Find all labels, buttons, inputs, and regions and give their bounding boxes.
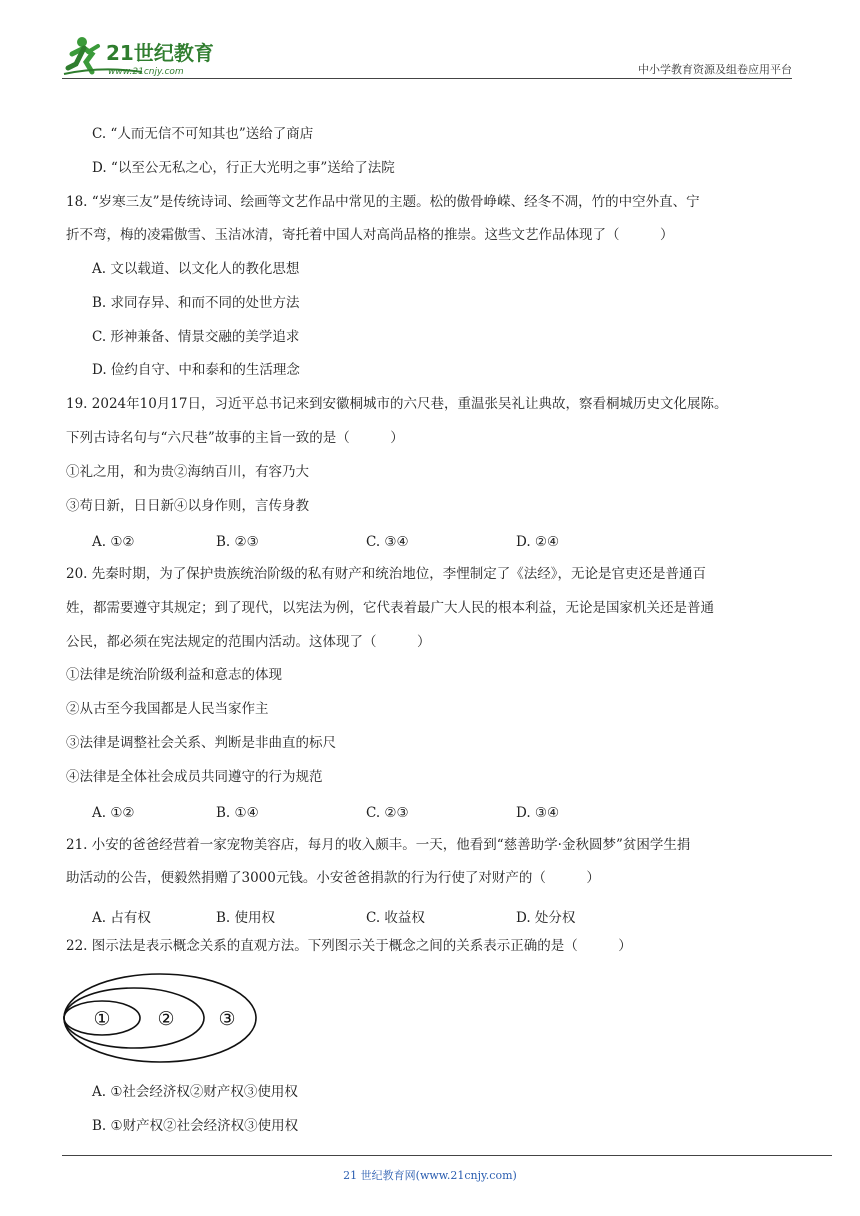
q20-statement-3: ③法律是调整社会关系、判断是非曲直的标尺 (66, 735, 336, 751)
q21-options (92, 906, 792, 926)
q20-option: C. ②③ (366, 805, 409, 821)
q21-option: C. 收益权 (366, 910, 425, 926)
logo-text: 21世纪教育 (106, 41, 214, 65)
q18-option-c: C. 形神兼备、情景交融的美学追求 (92, 329, 300, 345)
q18-option-a: A. 文以载道、以文化人的教化思想 (92, 261, 300, 277)
q22-stem: 22. 图示法是表示概念关系的直观方法。下列图示关于概念之间的关系表示正确的是（ ） (66, 938, 632, 954)
q19-options (92, 534, 792, 550)
q19-stem-2: 下列古诗名句与“六尺巷”故事的主旨一致的是（ ） (66, 430, 404, 446)
diagram-label-2: ② (157, 1008, 175, 1030)
q20-option: D. ③④ (516, 805, 560, 821)
q19-statement-1: ①礼之用，和为贵②海纳百川，有容乃大 (66, 464, 309, 480)
q21-option: B. 使用权 (216, 910, 276, 926)
q19-option: A. ①② (92, 534, 135, 550)
footer-divider (62, 1155, 832, 1156)
q19-stem-1: 19. 2024年10月17日，习近平总书记来到安徽桐城市的六尺巷，重温张吴礼让典故，察看桐城历史文化展陈。 (66, 396, 728, 412)
platform-name: 中小学教育资源及组卷应用平台 (638, 63, 792, 76)
q20-statement-4: ④法律是全体社会成员共同遵守的行为规范 (66, 769, 323, 785)
q22-option-b: B. ①财产权②社会经济权③使用权 (92, 1118, 299, 1134)
q18-stem-1: 18. “岁寒三友”是传统诗词、绘画等文艺作品中常见的主题。松的傲骨峥嵘、经冬不凋，竹的中空外直、宁 (66, 194, 700, 210)
q17-option-d: D. “以至公无私之心，行正大光明之事”送给了法院 (92, 160, 395, 176)
concept-venn-diagram (62, 972, 262, 1064)
q20-stem-2: 姓，都需要遵守其规定；到了现代，以宪法为例，它代表着最广大人民的根本利益，无论是国家机关还是普通 (66, 600, 714, 616)
q22-option-a: A. ①社会经济权②财产权③使用权 (92, 1084, 298, 1100)
q21-stem-2: 助活动的公告，便毅然捐赠了3000元钱。小安爸爸捐款的行为行使了对财产的（ ） (66, 870, 600, 886)
diagram-label-1: ① (93, 1008, 111, 1030)
q21-option: A. 占有权 (92, 910, 151, 926)
q20-stem-3: 公民，都必须在宪法规定的范围内活动。这体现了（ ） (66, 634, 431, 650)
logo-url: www.21cnjy.com (108, 67, 184, 77)
q18-option-d: D. 俭约自守、中和泰和的生活理念 (92, 362, 300, 378)
q20-statement-2: ②从古至今我国都是人民当家作主 (66, 701, 269, 717)
q19-option: B. ②③ (216, 534, 259, 550)
page-header (62, 28, 792, 78)
q21-option: D. 处分权 (516, 910, 576, 926)
q18-option-b: B. 求同存异、和而不同的处世方法 (92, 295, 300, 311)
footer-text: 21 世纪教育网(www.21cnjy.com) (343, 1169, 517, 1182)
q19-option: C. ③④ (366, 534, 409, 550)
q20-option: B. ①④ (216, 805, 259, 821)
q18-stem-2: 折不弯，梅的凌霜傲雪、玉洁冰清，寄托着中国人对高尚品格的推崇。这些文艺作品体现了（ ） (66, 227, 674, 243)
q20-stem-1: 20. 先秦时期，为了保护贵族统治阶级的私有财产和统治地位，李悝制定了《法经》，无论是官吏还是普通百 (66, 566, 707, 582)
q21-stem-1: 21. 小安的爸爸经营着一家宠物美容店，每月的收入颇丰。一天，他看到“慈善助学·金秋圆梦”贫困学生捐 (66, 837, 691, 853)
logo-21cnjy (62, 34, 232, 78)
middle-ellipse (64, 988, 204, 1048)
q19-option: D. ②④ (516, 534, 560, 550)
q20-options (92, 805, 792, 821)
q17-option-c: C. “人而无信不可知其也”送给了商店 (92, 126, 314, 142)
diagram-label-3: ③ (218, 1008, 236, 1030)
q19-statement-2: ③苟日新，日日新④以身作则，言传身教 (66, 498, 309, 514)
header-divider (62, 78, 792, 79)
q20-statement-1: ①法律是统治阶级利益和意志的体现 (66, 667, 282, 683)
q20-option: A. ①② (92, 805, 135, 821)
